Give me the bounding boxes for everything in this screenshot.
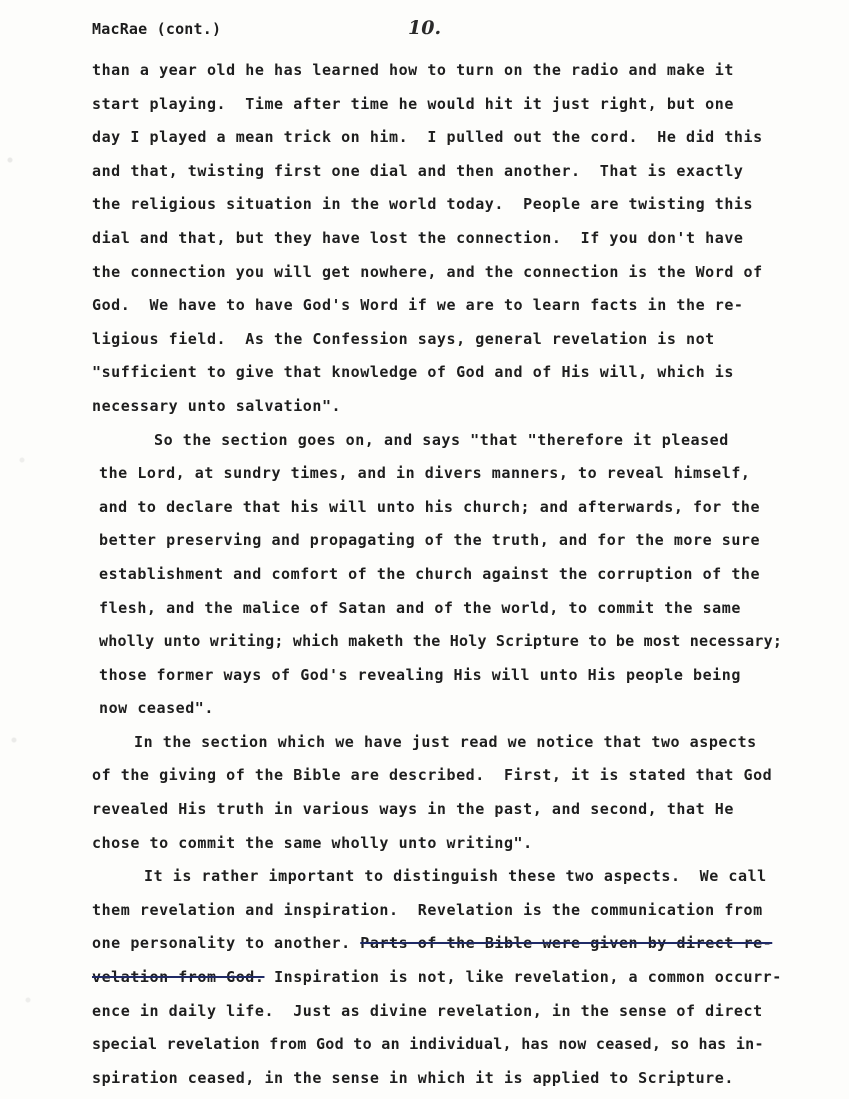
text-line: than a year old he has learned how to turn on the radio and make it	[92, 61, 734, 79]
text-line: spiration ceased, in the sense in which it is applied to Scripture.	[92, 1068, 734, 1087]
text-line: them revelation and inspiration. Revelation is the communication from	[92, 900, 763, 919]
text-line: "sufficient to give that knowledge of God and of His will, which is	[92, 363, 734, 382]
page-number: 10.	[408, 17, 442, 39]
running-head: MacRae (cont.)	[92, 20, 222, 38]
text-line: the religious situation in the world today. People are twisting this	[92, 195, 754, 214]
quoted-line: establishment and comfort of the church against the corruption of the	[99, 564, 761, 583]
text-line: dial and that, but they have lost the connection. If you don't have	[92, 228, 744, 247]
text-line: God. We have to have God's Word if we are to learn facts in the re-	[92, 296, 744, 315]
text-segment: one personality to another.	[92, 934, 351, 953]
text-line: special revelation from God to an individual, has now ceased, so has in-	[92, 1035, 764, 1054]
quoted-line: the Lord, at sundry times, and in divers manners, to reveal himself,	[99, 464, 751, 483]
text-line: start playing. Time after time he would hit it just right, but one	[92, 94, 734, 113]
quoted-line: now ceased".	[99, 699, 214, 718]
scan-margin-noise	[0, 40, 40, 1080]
text-line: and that, twisting first one dial and then another. That is exactly	[92, 161, 744, 180]
quoted-line: wholly unto writing; which maketh the Holy Scripture to be most necessary;	[99, 632, 783, 651]
struck-through-text: Parts of the Bible were given by direct re-	[360, 934, 773, 953]
body-text	[92, 54, 832, 1095]
quoted-line: and to declare that his will unto his church; and afterwards, for the	[99, 497, 761, 516]
text-line: ence in daily life. Just as divine revelation, in the sense of direct	[92, 1001, 763, 1020]
text-line	[92, 961, 832, 995]
text-segment: Inspiration is not, like revelation, a common occurr-	[274, 968, 782, 987]
quoted-line: flesh, and the malice of Satan and of the world, to commit the same	[99, 598, 741, 617]
quoted-line: those former ways of God's revealing His will unto His people being	[99, 665, 741, 684]
struck-through-text: velation from God.	[92, 968, 265, 987]
text-line: ligious field. As the Confession says, general revelation is not	[92, 329, 715, 348]
text-line: day I played a mean trick on him. I pulled out the cord. He did this	[92, 128, 763, 147]
text-line: of the giving of the Bible are described. First, it is stated that God	[92, 766, 773, 785]
text-line: chose to commit the same wholly unto writing".	[92, 833, 533, 852]
text-line: the connection you will get nowhere, and the connection is the Word of	[92, 262, 763, 281]
paragraph-start-line: In the section which we have just read we notice that two aspects	[134, 732, 757, 751]
text-line	[92, 927, 832, 961]
text-line: necessary unto salvation".	[92, 396, 342, 415]
paragraph-start-line: So the section goes on, and says "that "therefore it pleased	[154, 430, 729, 449]
text-line: revealed His truth in various ways in the past, and second, that He	[92, 800, 734, 819]
paragraph-start-line: It is rather important to distinguish these two aspects. We call	[144, 867, 767, 886]
quoted-line: better preserving and propagating of the truth, and for the more sure	[99, 531, 761, 550]
